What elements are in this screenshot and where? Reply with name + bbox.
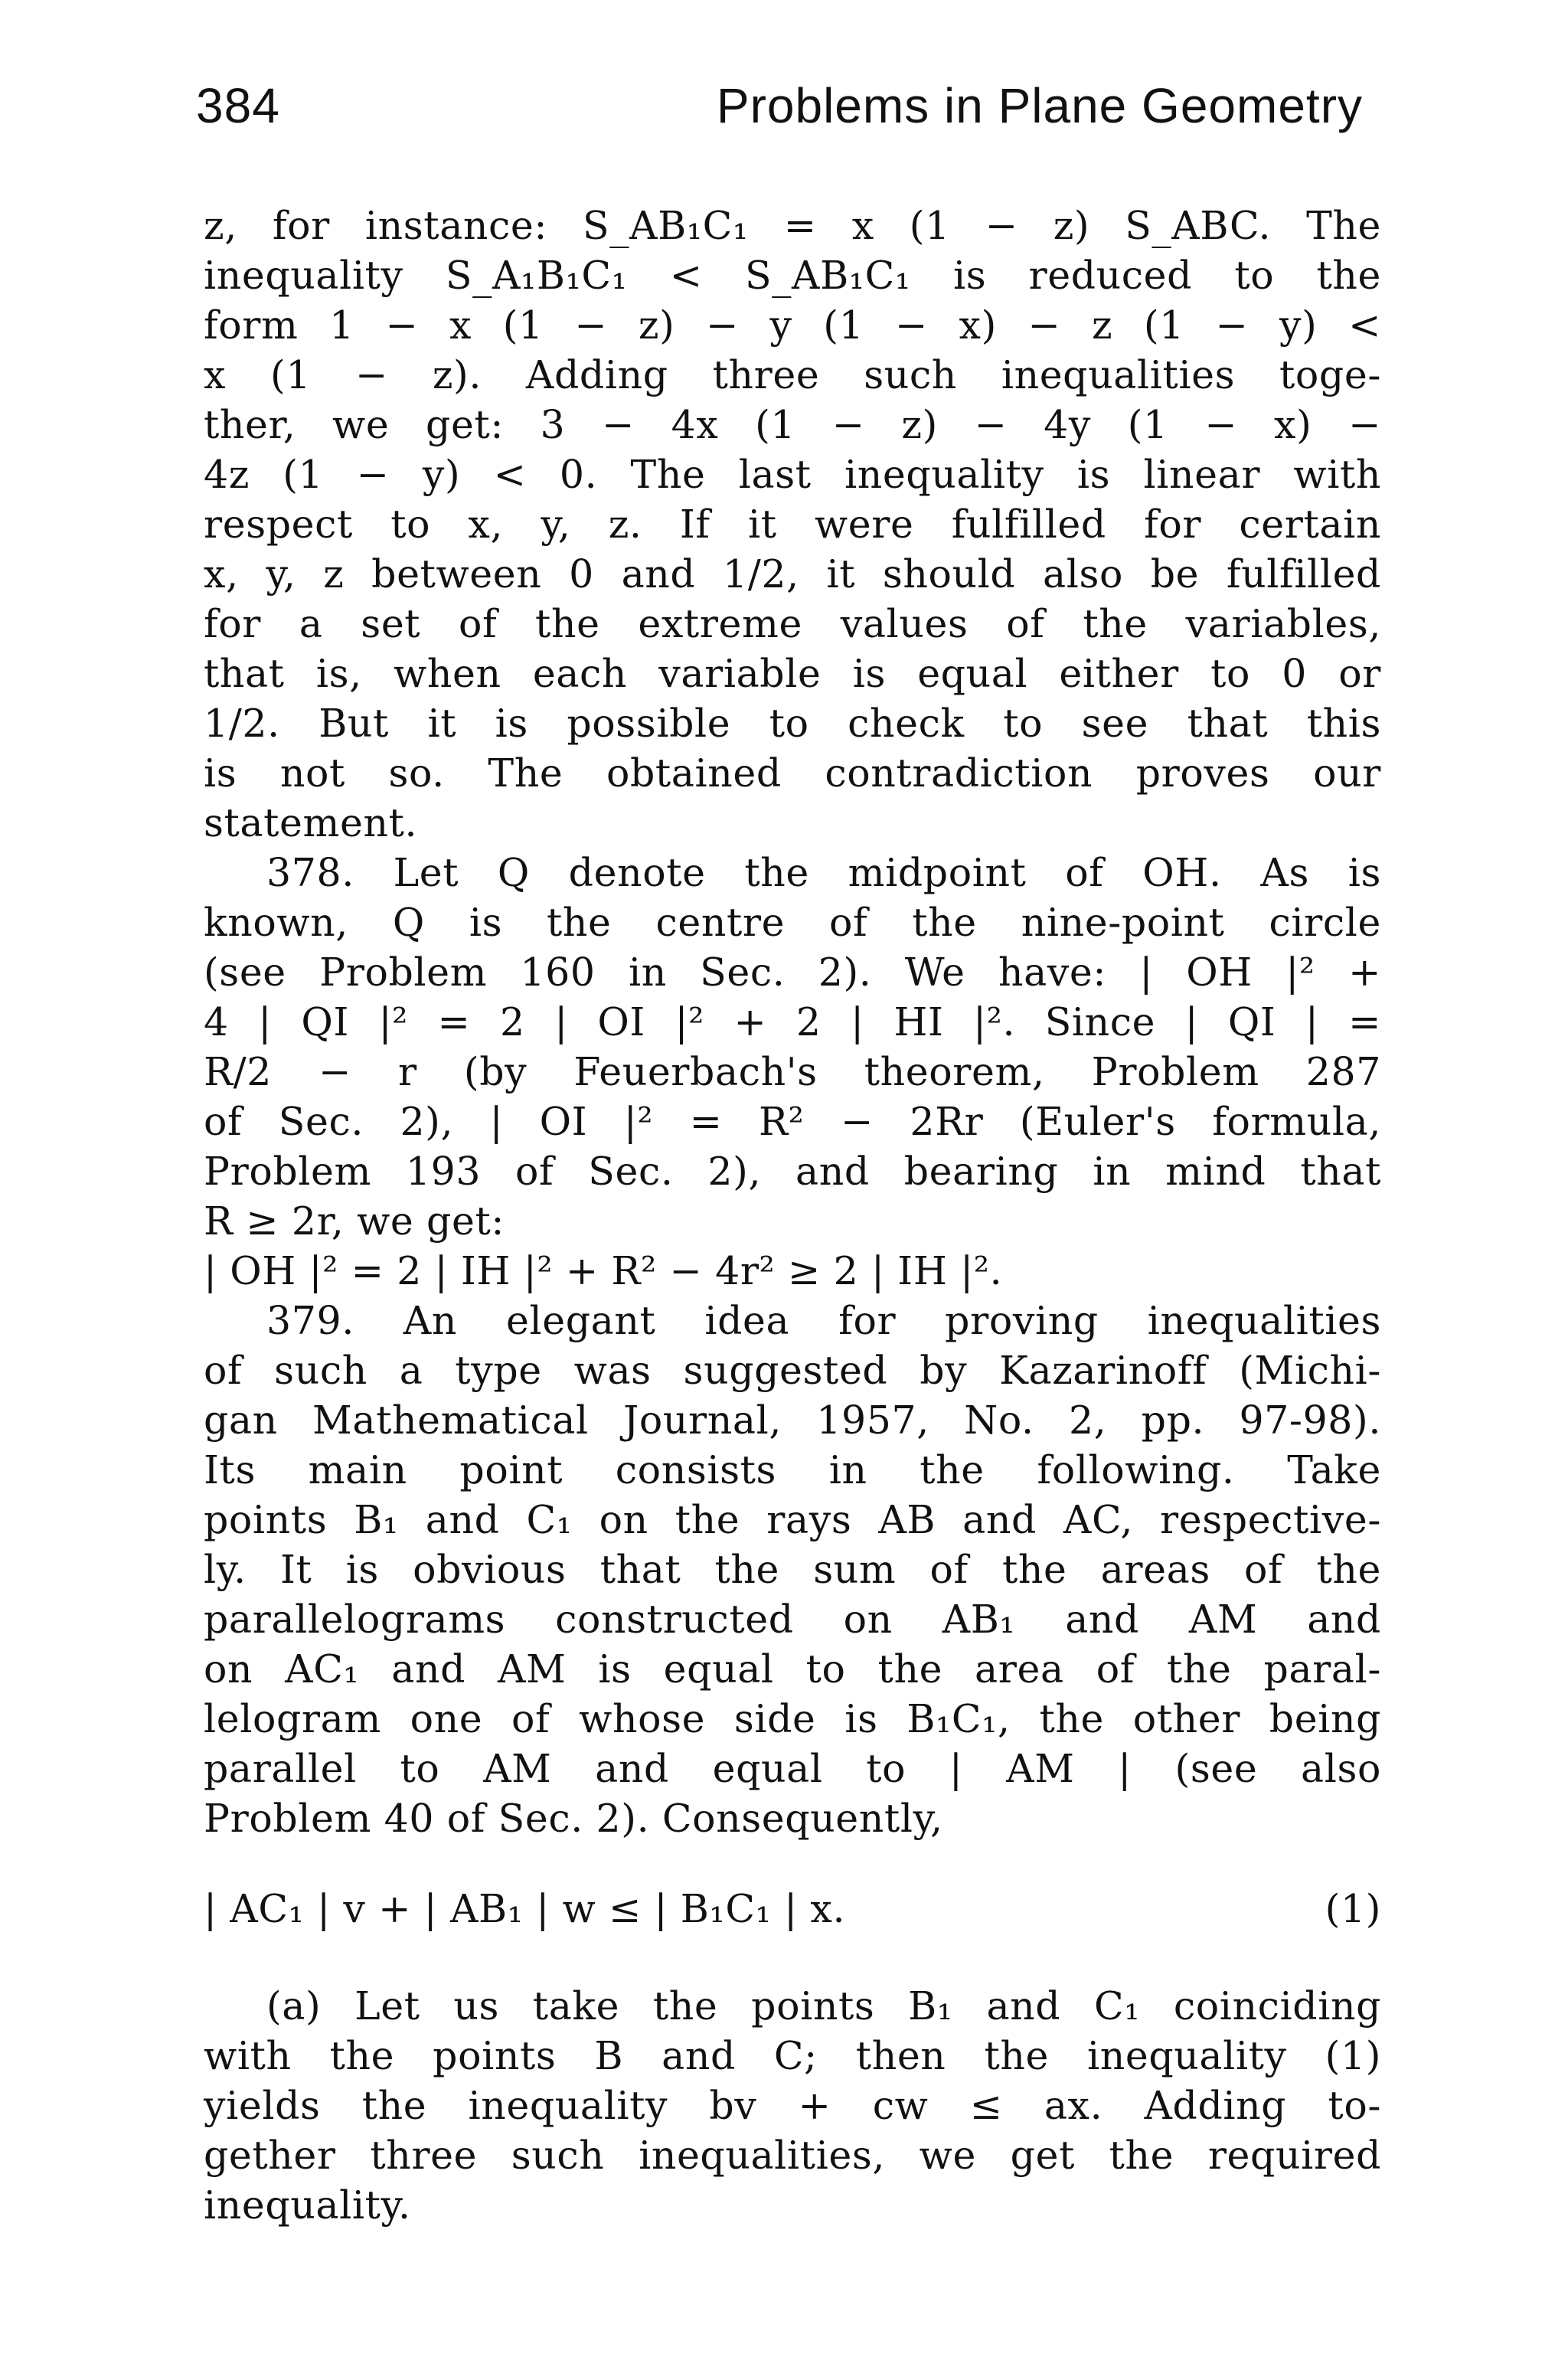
- text-line: x, y, z between 0 and 1/2, it should also be fulfilled: [204, 551, 1381, 597]
- text-line: 379. An elegant idea for proving inequalities: [266, 1298, 1381, 1343]
- text-line: respect to x, y, z. If it were fulfilled for certain: [204, 502, 1381, 547]
- equation-1: [204, 1884, 1381, 1934]
- text-line: of Sec. 2), | OI |² = R² − 2Rr (Euler's formula,: [204, 1099, 1381, 1144]
- text-line: for a set of the extreme values of the variables,: [204, 601, 1381, 646]
- text-line: 378. Let Q denote the midpoint of OH. As is: [266, 850, 1381, 895]
- text-line: parallel to AM and equal to | AM | (see also: [204, 1746, 1381, 1791]
- equation-number: (1): [1325, 1886, 1381, 1931]
- display-formula: | OH |² = 2 | IH |² + R² − 4r² ≥ 2 | IH |².: [204, 1248, 1003, 1293]
- text-line: 4z (1 − y) < 0. The last inequality is linear with: [204, 452, 1381, 497]
- text-line: lelogram one of whose side is B₁C₁, the other being: [204, 1696, 1381, 1741]
- text-line: Problem 40 of Sec. 2). Consequently,: [204, 1796, 943, 1841]
- solution-379-part-a: [204, 1981, 1381, 2230]
- equation-formula: | AC₁ | v + | AB₁ | w ≤ | B₁C₁ | x.: [204, 1886, 846, 1931]
- text-line: Its main point consists in the following. Take: [204, 1447, 1381, 1492]
- text-line: R/2 − r (by Feuerbach's theorem, Problem 287: [204, 1049, 1381, 1094]
- text-line: is not so. The obtained contradiction proves our: [204, 750, 1381, 796]
- text-line: inequality.: [204, 2182, 411, 2228]
- text-line: that is, when each variable is equal either to 0 or: [204, 651, 1381, 696]
- text-line: yields the inequality bv + cw ≤ ax. Adding to-: [204, 2083, 1381, 2128]
- text-line: points B₁ and C₁ on the rays AB and AC, respective-: [204, 1497, 1381, 1542]
- text-line: with the points B and C; then the inequality (1): [204, 2033, 1381, 2078]
- text-line: 4 | QI |² = 2 | OI |² + 2 | HI |². Since | QI | =: [204, 999, 1381, 1045]
- paragraph-continuation: [204, 201, 1381, 848]
- text-line: known, Q is the centre of the nine-point circle: [204, 900, 1381, 945]
- text-line: gether three such inequalities, we get the required: [204, 2133, 1381, 2178]
- text-line: of such a type was suggested by Kazarinoff (Michi-: [204, 1348, 1381, 1393]
- text-line: parallelograms constructed on AB₁ and AM and: [204, 1597, 1381, 1642]
- text-line: Problem 193 of Sec. 2), and bearing in mind that: [204, 1149, 1381, 1194]
- text-line: form 1 − x (1 − z) − y (1 − x) − z (1 − y) <: [204, 302, 1381, 348]
- text-line: 1/2. But it is possible to check to see that this: [204, 701, 1381, 746]
- text-line: R ≥ 2r, we get:: [204, 1198, 505, 1244]
- page-number: 384: [196, 78, 280, 133]
- running-title: Problems in Plane Geometry: [716, 78, 1363, 133]
- text-line: statement.: [204, 800, 418, 845]
- text-line: inequality S_A₁B₁C₁ < S_AB₁C₁ is reduced to the: [204, 253, 1381, 298]
- text-line: on AC₁ and AM is equal to the area of the paral-: [204, 1646, 1381, 1692]
- text-line: (see Problem 160 in Sec. 2). We have: | OH |² +: [204, 950, 1381, 995]
- text-line: z, for instance: S_AB₁C₁ = x (1 − z) S_ABC. The: [204, 203, 1381, 248]
- text-line: x (1 − z). Adding three such inequalities toge-: [204, 352, 1381, 397]
- solution-378: [204, 848, 1381, 1296]
- solution-379: [204, 1296, 1381, 1843]
- text-line: ly. It is obvious that the sum of the areas of the: [204, 1547, 1381, 1592]
- text-line: (a) Let us take the points B₁ and C₁ coinciding: [266, 1983, 1381, 2029]
- text-line: gan Mathematical Journal, 1957, No. 2, pp. 97-98).: [204, 1398, 1381, 1443]
- text-line: ther, we get: 3 − 4x (1 − z) − 4y (1 − x) −: [204, 402, 1381, 447]
